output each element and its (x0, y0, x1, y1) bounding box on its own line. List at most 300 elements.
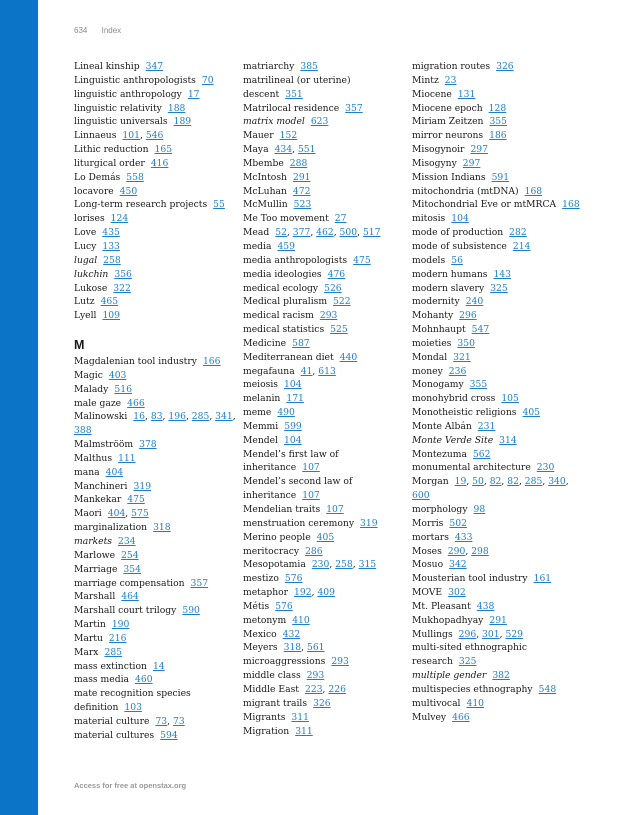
page-link[interactable]: 377 (292, 227, 311, 239)
index-term: money (412, 365, 443, 377)
index-term: Magic (74, 369, 103, 381)
index-term: lorises (74, 213, 105, 225)
page-references (139, 439, 157, 450)
page-link[interactable]: 216 (108, 632, 127, 644)
page-link[interactable]: 190 (111, 619, 130, 631)
page-link[interactable]: 382 (492, 670, 510, 682)
page-link[interactable]: 188 (167, 102, 186, 114)
index-entry (243, 198, 408, 212)
page-link[interactable]: 214 (512, 240, 531, 252)
page-link[interactable]: 98 (473, 504, 486, 515)
index-entry (74, 493, 239, 507)
index-entry (243, 586, 408, 600)
page-references (118, 453, 136, 464)
page-references (294, 199, 312, 210)
page-link[interactable]: 475 (127, 494, 145, 506)
page-link[interactable]: 288 (289, 157, 308, 169)
page-references (300, 61, 318, 72)
index-entry (74, 563, 239, 577)
page-link[interactable]: 234 (118, 536, 136, 547)
page-link[interactable]: 322 (113, 282, 131, 294)
page-link[interactable]: 325 (458, 656, 477, 668)
page-link[interactable]: 321 (453, 351, 471, 363)
page-references (499, 435, 517, 446)
page-references: 16, 83, 196, 285, 341, 388 (74, 411, 236, 437)
index-entry (412, 711, 582, 725)
index-term: mitochondria (mtDNA) (412, 185, 519, 197)
page-references (103, 255, 121, 266)
page-references (302, 490, 320, 501)
page-link[interactable]: 562 (472, 448, 491, 460)
page-link[interactable]: 291 (489, 614, 507, 626)
page-link[interactable]: 230 (536, 462, 555, 474)
index-term: mitosis (412, 213, 446, 225)
page-link[interactable]: 27 (334, 213, 347, 225)
page-link[interactable]: 342 (449, 559, 467, 571)
page-link[interactable]: 52 (275, 227, 287, 239)
page-references: 318, 561 (283, 642, 325, 654)
page-link[interactable]: 623 (310, 116, 329, 128)
index-term: Morgan (412, 476, 449, 488)
index-term: media ideologies (243, 268, 322, 280)
page-link[interactable]: 104 (284, 434, 302, 446)
index-term: melanin (243, 393, 281, 405)
page-references (537, 462, 555, 473)
page-link[interactable]: 405 (522, 407, 541, 419)
page-link[interactable]: 189 (173, 116, 192, 128)
index-term: McIntosh (243, 171, 287, 183)
page-link[interactable]: 107 (326, 504, 344, 515)
page-link[interactable]: 161 (533, 573, 552, 585)
page-link[interactable]: 297 (462, 157, 481, 169)
page-references (182, 605, 200, 616)
page-link[interactable]: 613 (318, 365, 336, 377)
page-link[interactable]: 166 (202, 356, 221, 368)
page-references (313, 698, 331, 709)
page-header (74, 26, 121, 35)
page-references (285, 573, 303, 584)
index-term: mode of production (412, 227, 504, 239)
page-link[interactable]: 403 (108, 369, 127, 381)
page-link[interactable]: 73 (155, 715, 168, 727)
index-term: MOVE (412, 587, 443, 599)
page-link[interactable]: 388 (74, 425, 92, 437)
page-references (292, 615, 310, 626)
page-link[interactable]: 464 (121, 591, 139, 603)
index-entry (243, 669, 408, 683)
index-entry (74, 632, 239, 646)
index-term: markets (74, 536, 112, 547)
index-term: morphology (412, 504, 468, 515)
page-link[interactable]: 311 (291, 711, 309, 723)
page-link[interactable]: 326 (313, 697, 331, 709)
page-link[interactable]: 440 (339, 351, 358, 363)
index-entry (74, 618, 239, 632)
page-link[interactable]: 131 (457, 88, 476, 100)
page-link[interactable]: 404 (107, 508, 126, 520)
page-references (448, 587, 466, 598)
page-number: 634 (74, 26, 88, 35)
page-references (104, 647, 122, 658)
page-link[interactable]: 111 (118, 452, 136, 464)
index-term: Misogyny (412, 157, 457, 169)
page-references (188, 89, 200, 100)
page-link[interactable]: 502 (449, 517, 467, 529)
index-column-2 (243, 60, 408, 738)
page-link[interactable]: 548 (538, 683, 557, 695)
index-entry (74, 129, 239, 143)
index-term: medical racism (243, 310, 314, 322)
index-term: multi-sited ethnographic research (412, 642, 528, 668)
page-link[interactable]: 318 (153, 522, 171, 534)
page-link[interactable]: 462 (316, 227, 334, 239)
page-link[interactable]: 293 (306, 670, 325, 682)
page-link[interactable]: 143 (493, 268, 511, 280)
page-references (151, 158, 169, 169)
page-link[interactable]: 186 (489, 130, 507, 142)
page-link[interactable]: 286 (305, 545, 323, 557)
page-references (191, 578, 209, 589)
page-references (168, 103, 186, 114)
page-references (492, 670, 510, 681)
page-link[interactable]: 558 (126, 171, 144, 183)
sidebar-accent-bar (0, 0, 38, 815)
page-link[interactable]: 591 (491, 171, 510, 183)
page-link[interactable]: 152 (279, 130, 298, 142)
page-link[interactable]: 516 (114, 383, 132, 395)
index-entry (74, 102, 239, 116)
page-link[interactable]: 546 (145, 130, 164, 142)
page-references (492, 172, 510, 183)
page-link[interactable]: 285 (524, 476, 543, 488)
page-link[interactable]: 357 (190, 577, 209, 589)
page-link[interactable]: 466 (127, 397, 145, 409)
page-references (335, 213, 347, 224)
page-link[interactable]: 56 (451, 254, 463, 266)
page-link[interactable]: 351 (285, 88, 303, 100)
page-link[interactable]: 410 (292, 614, 310, 626)
index-entry (412, 558, 582, 572)
page-link[interactable]: 561 (306, 642, 325, 654)
page-link[interactable]: 55 (213, 199, 225, 211)
page-link[interactable]: 517 (362, 227, 381, 239)
page-references (155, 144, 173, 155)
index-term: male gaze (74, 397, 122, 409)
index-term: Montezuma (412, 448, 467, 460)
page-link[interactable]: 258 (103, 254, 121, 266)
index-term: Linnaeus (74, 130, 117, 142)
page-link[interactable]: 196 (168, 411, 186, 423)
page-link[interactable]: 405 (316, 531, 335, 543)
page-link[interactable]: 231 (477, 420, 496, 432)
page-references (449, 559, 467, 570)
index-entry (243, 282, 408, 296)
page-link[interactable]: 165 (154, 144, 173, 156)
page-link[interactable]: 301 (482, 628, 500, 640)
page-link[interactable]: 409 (317, 587, 335, 599)
page-link[interactable]: 290 (447, 545, 466, 557)
page-references (302, 462, 320, 473)
index-entry (412, 198, 582, 212)
index-entry (243, 185, 408, 199)
index-entry (243, 628, 408, 642)
page-link[interactable]: 104 (451, 213, 469, 225)
index-entry (412, 323, 582, 337)
page-link[interactable]: 450 (119, 185, 138, 197)
page-references (451, 255, 463, 266)
page-link[interactable]: 347 (145, 61, 164, 72)
page-link[interactable]: 378 (139, 439, 157, 451)
page-link[interactable]: 355 (469, 379, 488, 391)
page-link[interactable]: 83 (150, 411, 163, 423)
page-link[interactable]: 101 (122, 130, 140, 142)
page-link[interactable]: 404 (105, 466, 124, 478)
page-link[interactable]: 168 (562, 199, 580, 211)
index-term: Mt. Pleasant (412, 600, 471, 612)
page-link[interactable]: 576 (284, 573, 303, 585)
page-link[interactable]: 490 (277, 407, 295, 419)
page-link[interactable]: 476 (327, 268, 346, 280)
page-link[interactable]: 314 (499, 434, 517, 446)
page-link[interactable]: 293 (331, 656, 349, 668)
page-link[interactable]: 236 (448, 365, 467, 377)
page-link[interactable]: 575 (131, 508, 149, 520)
page-link[interactable]: 107 (302, 462, 320, 474)
page-link[interactable]: 459 (277, 240, 295, 252)
index-term: mass extinction (74, 660, 147, 672)
page-references (311, 116, 329, 127)
page-references (102, 310, 120, 321)
page-link[interactable]: 296 (458, 628, 477, 640)
page-link[interactable]: 600 (412, 490, 430, 502)
page-link[interactable]: 298 (471, 545, 489, 557)
index-entry (74, 438, 239, 452)
page-link[interactable]: 311 (295, 725, 313, 737)
page-link[interactable]: 168 (524, 185, 543, 197)
page-link[interactable]: 410 (466, 697, 485, 709)
page-link[interactable]: 17 (187, 88, 200, 100)
page-link[interactable]: 296 (459, 310, 477, 322)
page-link[interactable]: 50 (472, 476, 484, 488)
index-entry (74, 535, 239, 549)
page-references (293, 172, 311, 183)
index-column-3 (412, 60, 582, 725)
page-link[interactable]: 319 (360, 517, 378, 529)
page-link[interactable]: 302 (448, 587, 466, 599)
index-entry (74, 268, 239, 282)
page-link[interactable]: 293 (319, 310, 338, 322)
page-references (470, 144, 488, 155)
page-link[interactable]: 240 (465, 296, 484, 308)
page-link[interactable]: 529 (505, 628, 523, 640)
page-link[interactable]: 434 (274, 144, 293, 156)
index-entry (243, 420, 408, 434)
page-link[interactable]: 325 (490, 282, 508, 294)
index-entry (243, 74, 408, 102)
index-entry (74, 521, 239, 535)
index-term: Lyell (74, 310, 97, 322)
page-references (305, 546, 323, 557)
page-link[interactable]: 282 (509, 227, 527, 239)
page-link[interactable]: 526 (324, 282, 342, 294)
page-link[interactable]: 315 (358, 559, 377, 571)
page-link[interactable]: 525 (330, 324, 348, 336)
index-entry (243, 268, 408, 282)
page-link[interactable]: 438 (476, 600, 495, 612)
page-link[interactable]: 599 (284, 420, 302, 432)
index-entry (243, 392, 408, 406)
page-link[interactable]: 341 (215, 411, 233, 423)
page-link[interactable]: 522 (333, 296, 351, 308)
index-column-1 (74, 60, 239, 743)
index-term: Monte Verde Site (412, 434, 494, 446)
page-link[interactable]: 105 (501, 393, 519, 405)
page-link[interactable]: 433 (454, 531, 473, 543)
page-link[interactable]: 357 (345, 102, 363, 114)
index-entry (74, 729, 239, 743)
index-term: Mohnhaupt (412, 324, 466, 336)
page-link[interactable]: 41 (300, 365, 313, 377)
page-references (118, 536, 136, 547)
page-link[interactable]: 258 (335, 559, 353, 571)
page-link[interactable]: 576 (275, 600, 293, 612)
page-references (102, 241, 120, 252)
page-link[interactable]: 432 (282, 628, 301, 640)
page-references (466, 296, 484, 307)
page-link[interactable]: 223 (305, 683, 323, 695)
page-references (489, 130, 507, 141)
index-entry (412, 420, 582, 434)
page-link[interactable]: 70 (201, 74, 214, 86)
page-link[interactable]: 82 (507, 476, 519, 488)
page-link[interactable]: 103 (124, 702, 142, 714)
index-term: Mission Indians (412, 171, 486, 183)
page-link[interactable]: 472 (292, 185, 311, 197)
index-term: Me Too movement (243, 213, 329, 225)
index-entry (243, 351, 408, 365)
page-references (307, 670, 325, 681)
page-link[interactable]: 73 (172, 715, 185, 727)
page-link[interactable]: 523 (293, 199, 312, 211)
page-link[interactable]: 435 (102, 227, 120, 239)
page-link[interactable]: 547 (471, 324, 490, 336)
page-link[interactable]: 326 (496, 61, 514, 72)
page-link[interactable]: 230 (311, 559, 330, 571)
index-entry (74, 383, 239, 397)
page-link[interactable]: 354 (123, 563, 141, 575)
page-link[interactable]: 551 (297, 144, 316, 156)
index-term: linguistic universals (74, 116, 168, 128)
index-term: Linguistic anthropologists (74, 74, 196, 86)
page-link[interactable]: 475 (353, 254, 371, 266)
page-references: 223, 226 (305, 683, 346, 695)
index-entry (74, 198, 239, 212)
page-link[interactable]: 500 (339, 227, 358, 239)
index-term: Mankekar (74, 494, 122, 506)
index-term: Lukose (74, 282, 108, 294)
page-link[interactable]: 107 (302, 490, 320, 502)
index-term: Moses (412, 545, 442, 557)
page-link[interactable]: 82 (489, 476, 502, 488)
index-term: Memmi (243, 420, 279, 432)
index-entry (74, 88, 239, 102)
index-term: Miocene (412, 88, 452, 100)
page-link[interactable]: 356 (114, 268, 132, 280)
page-link[interactable]: 226 (328, 683, 346, 695)
index-entry (412, 309, 582, 323)
page-link[interactable]: 385 (300, 61, 318, 72)
page-link[interactable]: 23 (444, 74, 457, 86)
page-link[interactable]: 14 (152, 660, 165, 672)
index-entry (74, 687, 239, 715)
page-link[interactable]: 133 (102, 240, 120, 252)
index-term: material culture (74, 715, 150, 727)
page-link[interactable]: 460 (135, 674, 153, 686)
index-entry (412, 115, 582, 129)
page-references (453, 352, 471, 363)
page-link[interactable]: 590 (182, 605, 200, 617)
page-link[interactable]: 192 (294, 587, 312, 599)
page-references: 73, 73 (155, 715, 185, 727)
index-term: multivocal (412, 697, 461, 709)
page-link[interactable]: 297 (470, 144, 488, 156)
page-link[interactable]: 587 (292, 337, 310, 349)
page-link[interactable]: 16 (133, 411, 145, 423)
page-references (283, 629, 301, 640)
page-references (114, 269, 132, 280)
page-link[interactable]: 285 (191, 411, 210, 423)
page-link[interactable]: 109 (102, 310, 120, 322)
index-entry (412, 461, 582, 475)
page-link[interactable]: 416 (150, 157, 169, 169)
index-entry (74, 507, 239, 521)
page-link[interactable]: 466 (452, 711, 470, 723)
index-entry (243, 129, 408, 143)
index-entry (74, 143, 239, 157)
page-link[interactable]: 340 (548, 476, 566, 488)
page-link[interactable]: 285 (104, 646, 123, 658)
page-link[interactable]: 465 (100, 296, 119, 308)
page-link[interactable]: 355 (489, 116, 507, 128)
index-term: middle class (243, 670, 301, 682)
index-term: Martu (74, 632, 103, 644)
index-term: Mitochondrial Eve or mtMRCA (412, 199, 557, 211)
page-link[interactable]: 291 (292, 171, 311, 183)
page-link[interactable]: 254 (121, 549, 139, 561)
index-entry (243, 226, 408, 240)
page-link[interactable]: 594 (160, 729, 178, 741)
page-link[interactable]: 350 (457, 337, 475, 349)
page-link[interactable]: 319 (133, 480, 152, 492)
index-term: mirror neurons (412, 130, 484, 142)
page-references (120, 186, 138, 197)
page-link[interactable]: 318 (283, 642, 302, 654)
page-link[interactable]: 124 (110, 213, 129, 225)
page-link[interactable]: 104 (284, 379, 302, 391)
index-entry (412, 545, 582, 559)
index-term: Maori (74, 508, 102, 520)
page-link[interactable]: 171 (286, 393, 304, 405)
page-references (324, 283, 342, 294)
index-entry (243, 240, 408, 254)
page-references (153, 661, 165, 672)
page-link[interactable]: 19 (454, 476, 467, 488)
page-references (280, 130, 298, 141)
page-references (489, 103, 507, 114)
index-term: Marlowe (74, 549, 116, 561)
index-term: Marx (74, 646, 99, 658)
page-link[interactable]: 128 (488, 102, 507, 114)
